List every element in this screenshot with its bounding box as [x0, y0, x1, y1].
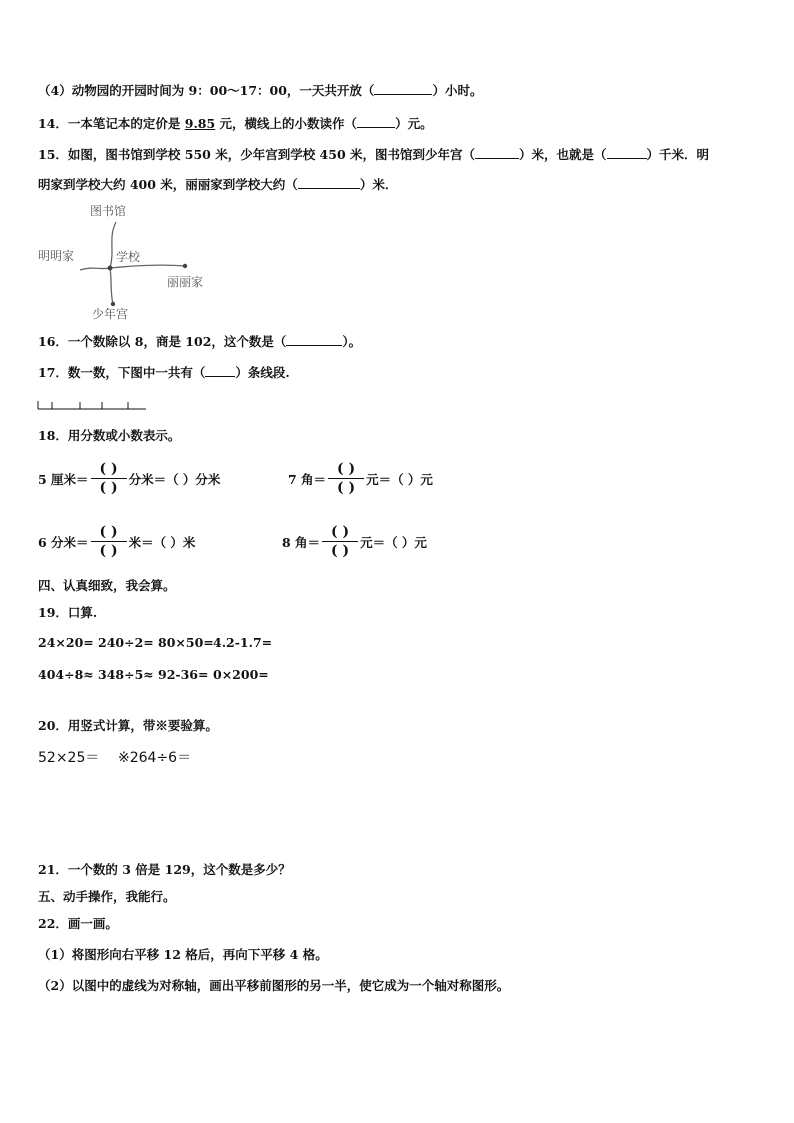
answer-blank[interactable] — [357, 116, 395, 128]
road-to-lili — [110, 265, 185, 268]
question-22-part-2: （2）以图中的虚线为对称轴，画出平移前图形的另一半，使它成为一个轴对称图形。 — [38, 978, 510, 993]
answer-blank[interactable] — [475, 147, 519, 159]
question-18-title: 18．用分数或小数表示。 — [38, 428, 181, 443]
conversion-6dm: 6 分米＝ $\frac{( )}{( )}$ 米＝（ ）米 — [38, 524, 196, 559]
label-youth-palace: 少年宫 — [92, 307, 129, 321]
vertical-calc-exercises: 52×25＝ ※264÷6＝ — [38, 750, 192, 766]
question-21: 21．一个数的 3 倍是 129，这个数是多少？ — [38, 862, 291, 877]
section-4-heading: 四、认真细致，我会算。 — [38, 578, 176, 593]
question-19-title: 19．口算. — [38, 605, 98, 620]
fraction-blank[interactable]: $\frac{( )}{( )}$ — [91, 460, 127, 497]
question-20-title: 20．用竖式计算，带※要验算。 — [38, 718, 218, 733]
conversion-7jiao: 7 角＝ $\frac{( )}{( )}$ 元＝（ ）元 — [288, 461, 433, 496]
conversion-8jiao: 8 角＝ $\frac{( )}{( )}$ 元＝（ ）元 — [282, 524, 427, 559]
oral-calc-row-2: 404÷8≈ 348÷5≈ 92-36= 0×200= — [38, 667, 269, 682]
underlined-price: 9.85 — [184, 116, 216, 131]
answer-blank[interactable] — [205, 365, 235, 377]
question-15-line-2: 明家到学校大约 400 米，丽丽家到学校大约（ ）米． — [38, 177, 398, 192]
youth-palace-point — [111, 302, 115, 306]
road-to-mingming — [80, 268, 110, 270]
oral-calc-row-1: 24×20= 240÷2= 80×50=4.2-1.7= — [38, 635, 273, 650]
section-5-heading: 五、动手操作，我能行。 — [38, 889, 176, 904]
label-lili: 丽丽家 — [167, 275, 204, 289]
fraction-blank[interactable]: $\frac{( )}{( )}$ — [322, 523, 358, 560]
question-22-part-1: （1）将图形向右平移 12 格后，再向下平移 4 格。 — [38, 947, 328, 962]
school-point — [108, 266, 113, 271]
answer-blank[interactable] — [298, 177, 360, 189]
answer-blank[interactable] — [374, 83, 432, 95]
location-map — [30, 200, 230, 326]
segment-figure — [36, 398, 148, 412]
question-15-line-1: 15．如图，图书馆到学校 550 米，少年宫到学校 450 米，图书馆到少年宫（ ）米，也就是（ ）千米．明 — [38, 147, 710, 162]
lili-point — [183, 264, 187, 268]
road-to-youth-palace — [110, 268, 113, 304]
question-22-title: 22．画一画。 — [38, 916, 118, 931]
answer-blank[interactable] — [607, 147, 647, 159]
question-17: 17．数一数，下图中一共有（ ）条线段. — [38, 365, 290, 380]
question-16: 16．一个数除以 8，商是 102，这个数是（ ）。 — [38, 334, 362, 349]
question-14: 14．一本笔记本的定价是 9.85 元，横线上的小数读作（ ）元。 — [38, 116, 433, 131]
question-13-4: （4）动物园的开园时间为 9：00～17：00，一天共开放（ ）小时。 — [38, 83, 483, 98]
fraction-blank[interactable]: $\frac{( )}{( )}$ — [91, 523, 127, 560]
label-school: 学校 — [116, 250, 141, 264]
fraction-blank[interactable]: $\frac{( )}{( )}$ — [328, 460, 364, 497]
label-library: 图书馆 — [90, 204, 127, 218]
answer-blank[interactable] — [286, 334, 342, 346]
conversion-5cm: 5 厘米＝ $\frac{( )}{( )}$ 分米＝（ ）分米 — [38, 461, 221, 496]
label-mingming: 明明家 — [38, 249, 75, 263]
